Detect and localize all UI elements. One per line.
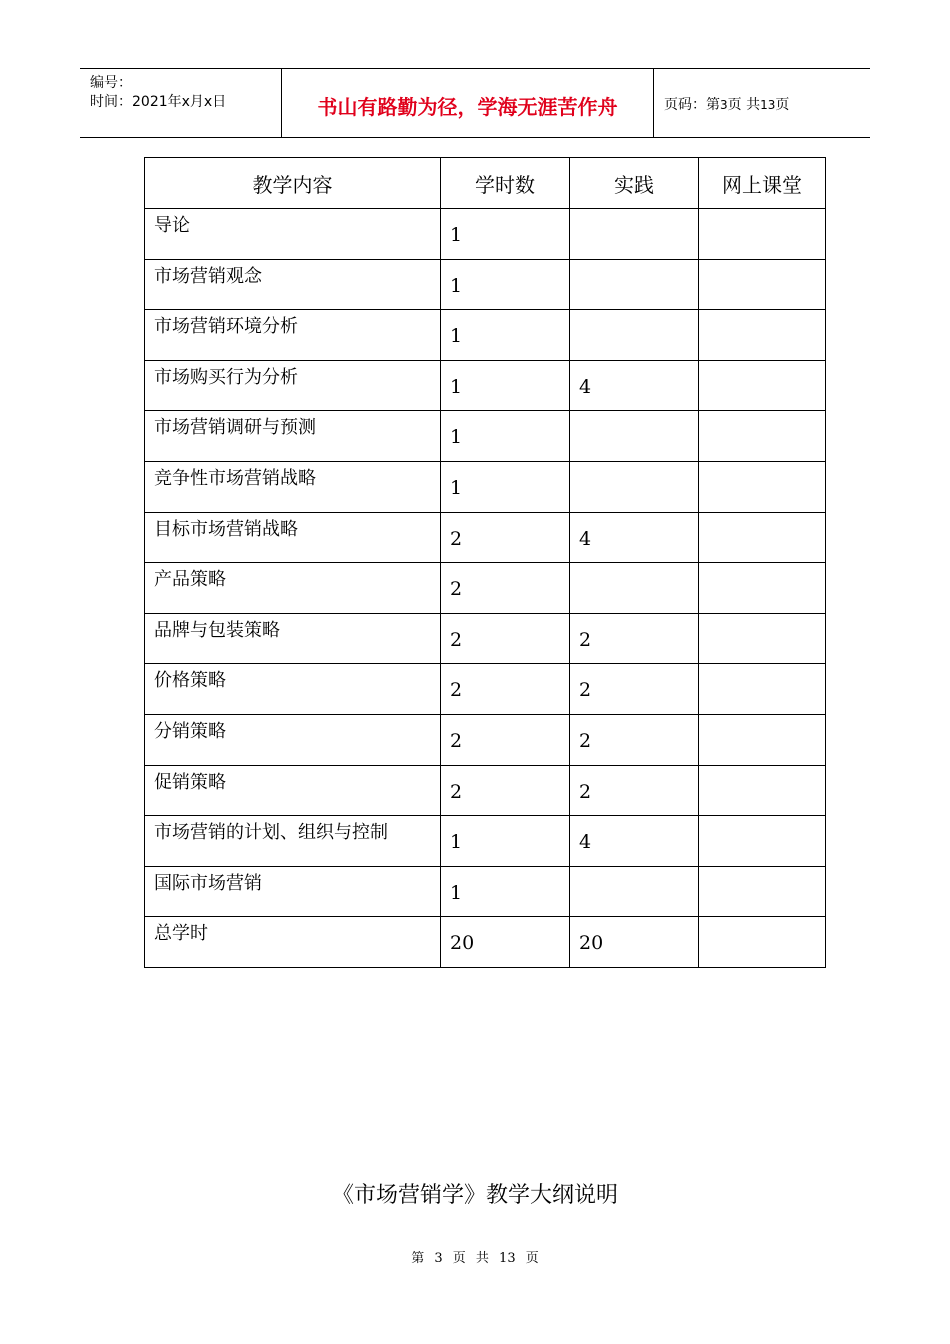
practice-text: 4 xyxy=(579,527,592,550)
practice-cell xyxy=(570,563,699,614)
hours-cell xyxy=(441,310,570,361)
hours-text: 1 xyxy=(450,881,463,904)
practice-cell xyxy=(570,613,699,664)
hours-text: 1 xyxy=(450,375,463,398)
online-cell xyxy=(699,613,826,664)
hours-text: 2 xyxy=(450,578,463,601)
hours-cell xyxy=(441,259,570,310)
table-row xyxy=(145,461,826,512)
practice-text: 2 xyxy=(579,679,592,702)
page-header xyxy=(80,68,870,138)
col-header-online: 网上课堂 xyxy=(699,158,826,209)
header-page-cell xyxy=(654,69,870,137)
page-current: 3 xyxy=(720,98,728,112)
practice-text: 2 xyxy=(579,729,592,752)
col-header-content: 教学内容 xyxy=(145,158,441,209)
practice-text: 2 xyxy=(579,628,592,651)
hours-text: 2 xyxy=(450,679,463,702)
online-cell xyxy=(699,664,826,715)
practice-cell xyxy=(570,360,699,411)
page-prefix: 页码：第 xyxy=(664,97,720,113)
topic-text: 产品策略 xyxy=(154,569,226,591)
table-row xyxy=(145,866,826,917)
hours-text: 20 xyxy=(450,932,475,955)
table-header-row xyxy=(145,158,826,209)
hours-text: 2 xyxy=(450,780,463,803)
topic-text: 市场营销观念 xyxy=(154,265,262,287)
page-mid: 页 共 xyxy=(727,97,761,113)
page-total: 13 xyxy=(760,98,776,112)
hours-cell xyxy=(441,512,570,563)
topic-text: 目标市场营销战略 xyxy=(154,518,298,540)
topic-text: 价格策略 xyxy=(154,670,226,692)
topic-cell xyxy=(145,563,441,614)
table-row xyxy=(145,512,826,563)
topic-cell xyxy=(145,310,441,361)
topic-text: 品牌与包装策略 xyxy=(154,619,280,641)
table-row xyxy=(145,310,826,361)
online-cell xyxy=(699,259,826,310)
table-row xyxy=(145,765,826,816)
online-cell xyxy=(699,714,826,765)
hours-cell xyxy=(441,765,570,816)
topic-text: 竞争性市场营销战略 xyxy=(154,467,316,489)
practice-cell xyxy=(570,917,699,968)
topic-cell xyxy=(145,816,441,867)
topic-text: 市场购买行为分析 xyxy=(154,366,298,388)
doc-code-label: 编号： xyxy=(90,75,132,91)
hours-cell xyxy=(441,816,570,867)
online-cell xyxy=(699,360,826,411)
page-suffix: 页 xyxy=(775,97,790,113)
online-cell xyxy=(699,563,826,614)
topic-text: 分销策略 xyxy=(154,720,226,742)
hours-cell xyxy=(441,714,570,765)
hours-cell xyxy=(441,613,570,664)
header-motto: 书山有路勤为径，学海无涯苦作舟 xyxy=(317,94,618,119)
table-row xyxy=(145,563,826,614)
topic-cell xyxy=(145,664,441,715)
practice-cell xyxy=(570,714,699,765)
online-cell xyxy=(699,411,826,462)
topic-text: 总学时 xyxy=(154,923,208,945)
table-row xyxy=(145,816,826,867)
hours-cell xyxy=(441,563,570,614)
topic-cell xyxy=(145,259,441,310)
table-row xyxy=(145,664,826,715)
topic-cell xyxy=(145,360,441,411)
doc-time-label: 时间：2021年x月x日 xyxy=(90,94,227,110)
hours-cell xyxy=(441,866,570,917)
header-page-number xyxy=(664,94,789,114)
table-row xyxy=(145,714,826,765)
topic-cell xyxy=(145,512,441,563)
online-cell xyxy=(699,512,826,563)
hours-text: 1 xyxy=(450,325,463,348)
topic-text: 导论 xyxy=(154,215,190,236)
practice-cell xyxy=(570,310,699,361)
header-motto-cell xyxy=(282,69,654,137)
topic-cell xyxy=(145,461,441,512)
topic-cell xyxy=(145,866,441,917)
practice-cell xyxy=(570,765,699,816)
hours-text: 2 xyxy=(450,729,463,752)
hours-text: 1 xyxy=(450,476,463,499)
practice-cell xyxy=(570,461,699,512)
online-cell xyxy=(699,866,826,917)
table-row xyxy=(145,209,826,260)
practice-cell xyxy=(570,512,699,563)
practice-cell xyxy=(570,816,699,867)
practice-text: 20 xyxy=(579,932,604,955)
hours-text: 2 xyxy=(450,628,463,651)
hours-cell xyxy=(441,209,570,260)
online-cell xyxy=(699,816,826,867)
practice-cell xyxy=(570,411,699,462)
topic-cell xyxy=(145,765,441,816)
online-cell xyxy=(699,209,826,260)
table-row xyxy=(145,259,826,310)
hours-cell xyxy=(441,664,570,715)
practice-text: 4 xyxy=(579,831,592,854)
topic-cell xyxy=(145,209,441,260)
table-row xyxy=(145,613,826,664)
topic-cell xyxy=(145,613,441,664)
course-schedule-table xyxy=(144,157,826,968)
hours-text: 1 xyxy=(450,224,463,246)
topic-cell xyxy=(145,411,441,462)
col-header-practice: 实践 xyxy=(570,158,699,209)
topic-text: 国际市场营销 xyxy=(154,872,262,894)
page-footer: 第 3 页 共 13 页 xyxy=(411,1251,539,1266)
header-info-cell xyxy=(80,69,282,137)
topic-text: 市场营销环境分析 xyxy=(154,316,298,338)
practice-cell xyxy=(570,664,699,715)
practice-cell xyxy=(570,866,699,917)
col-header-hours: 学时数 xyxy=(441,158,570,209)
hours-text: 2 xyxy=(450,527,463,550)
online-cell xyxy=(699,917,826,968)
online-cell xyxy=(699,310,826,361)
practice-cell xyxy=(570,209,699,260)
hours-cell xyxy=(441,917,570,968)
section-title: 《市场营销学》教学大纲说明 xyxy=(331,1183,618,1208)
practice-text: 4 xyxy=(579,375,592,398)
topic-text: 促销策略 xyxy=(154,771,226,793)
topic-cell xyxy=(145,714,441,765)
practice-cell xyxy=(570,259,699,310)
table-row xyxy=(145,360,826,411)
hours-cell xyxy=(441,360,570,411)
topic-text: 市场营销调研与预测 xyxy=(154,417,316,439)
online-cell xyxy=(699,461,826,512)
hours-text: 1 xyxy=(450,426,463,449)
practice-text: 2 xyxy=(579,780,592,803)
table-row xyxy=(145,917,826,968)
topic-text: 市场营销的计划、组织与控制 xyxy=(154,822,388,844)
hours-text: 1 xyxy=(450,831,463,854)
table-row xyxy=(145,411,826,462)
hours-text: 1 xyxy=(450,274,463,297)
hours-cell xyxy=(441,461,570,512)
topic-cell xyxy=(145,917,441,968)
hours-cell xyxy=(441,411,570,462)
online-cell xyxy=(699,765,826,816)
